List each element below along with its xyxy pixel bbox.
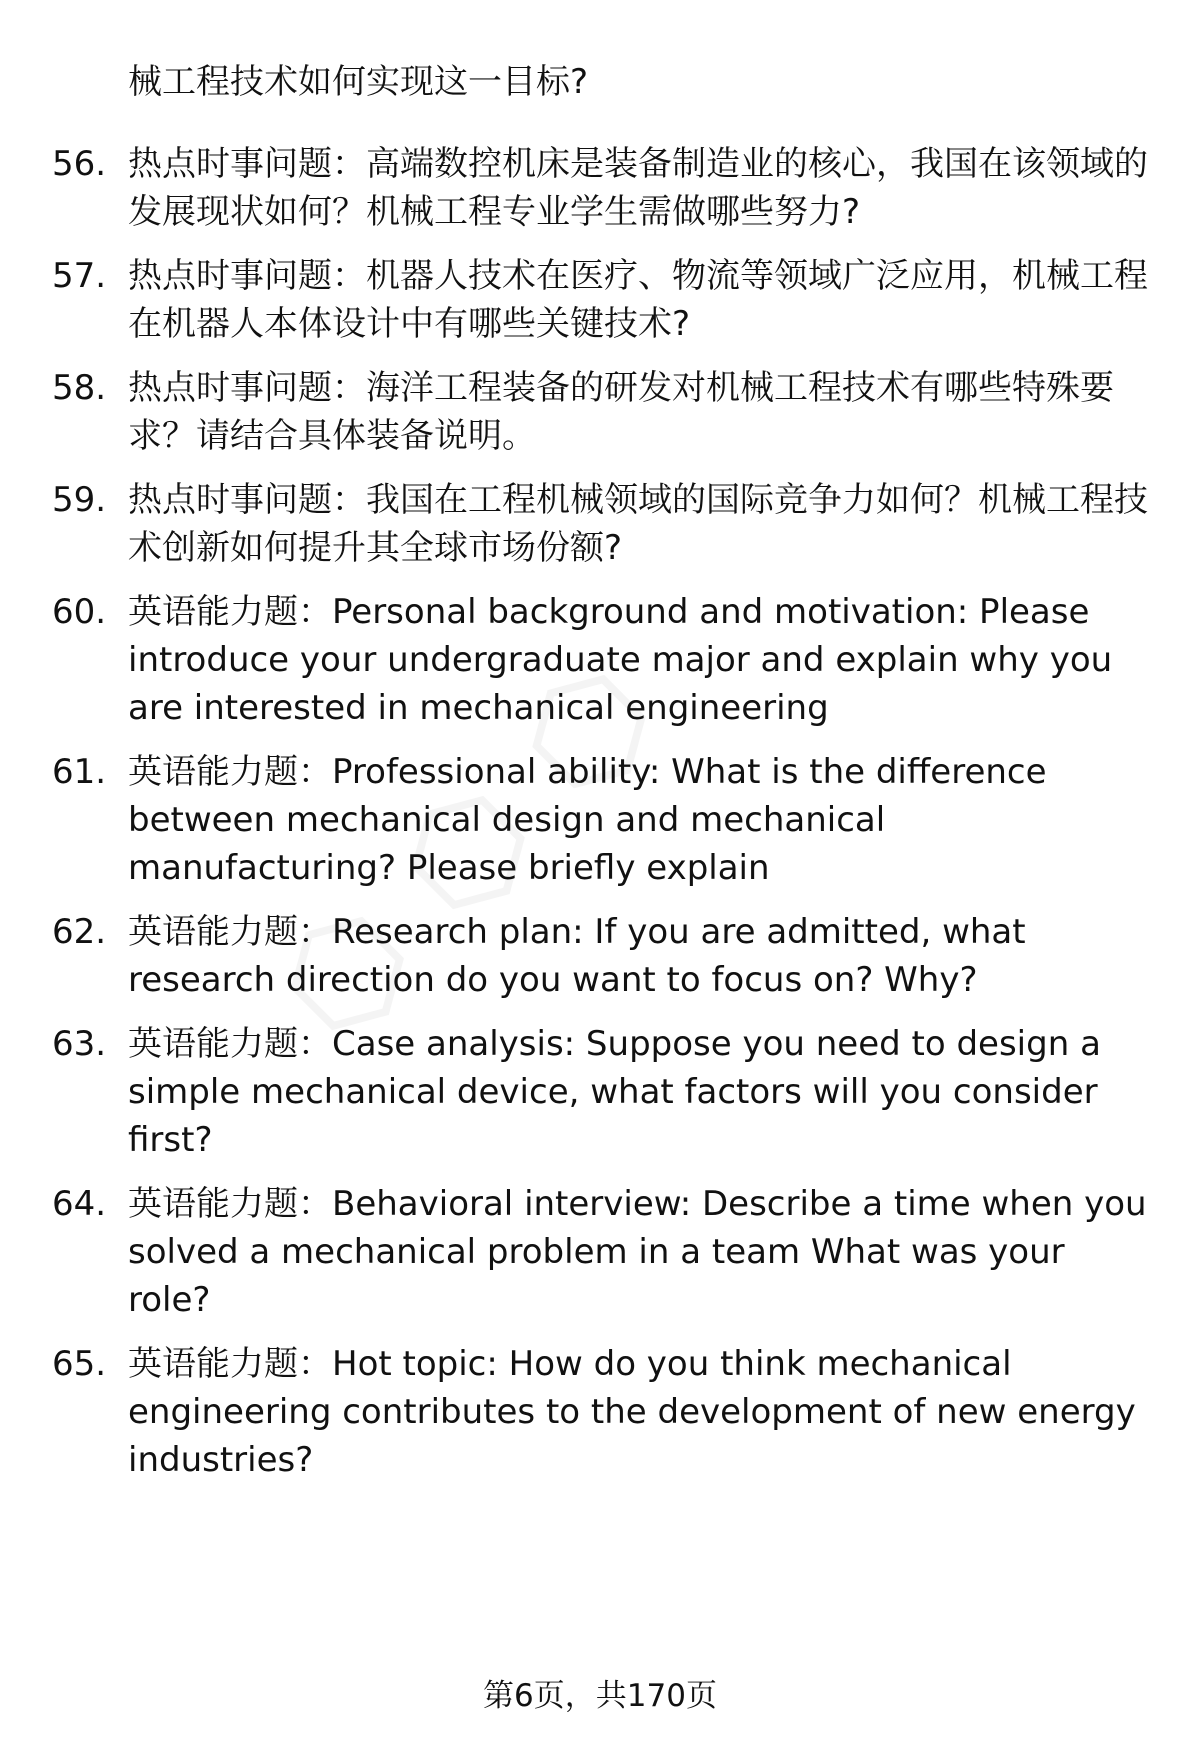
- question-item: [0, 748, 1200, 892]
- question-text: 英语能力题：Hot topic: How do you think mechanical engineering contributes to the development of new energy industries?: [128, 1344, 1136, 1480]
- question-number: 56.: [52, 144, 107, 184]
- question-item: [0, 588, 1200, 732]
- question-number: 59.: [52, 480, 107, 520]
- question-number: 61.: [52, 752, 107, 792]
- question-number: 58.: [52, 368, 107, 408]
- question-item: [0, 476, 1200, 572]
- question-number: 63.: [52, 1024, 107, 1064]
- question-item: [0, 252, 1200, 348]
- question-text: 英语能力题：Behavioral interview: Describe a time when you solved a mechanical problem in a team What was your role?: [128, 1184, 1147, 1320]
- page-footer: 第6页，共170页: [483, 1678, 717, 1714]
- question-text: 英语能力题：Professional ability: What is the difference between mechanical design and mechanical manufacturing? Please briefly explain: [128, 752, 1047, 888]
- question-number: 64.: [52, 1184, 107, 1224]
- question-item: [0, 364, 1200, 460]
- question-text: 热点时事问题：机器人技术在医疗、物流等领域广泛应用，机械工程在机器人本体设计中有哪些关键技术?: [128, 256, 1148, 344]
- question-item: [0, 1340, 1200, 1484]
- question-text: 热点时事问题：我国在工程机械领域的国际竞争力如何？机械工程技术创新如何提升其全球市场份额?: [128, 480, 1148, 568]
- question-item: [0, 1020, 1200, 1164]
- question-number: 57.: [52, 256, 107, 296]
- question-number: 60.: [52, 592, 107, 632]
- question-text: 热点时事问题：海洋工程装备的研发对机械工程技术有哪些特殊要求？请结合具体装备说明。: [128, 368, 1114, 456]
- question-item: [0, 1180, 1200, 1324]
- continuation-text: 械工程技术如何实现这一目标?: [128, 62, 589, 102]
- question-item: [0, 140, 1200, 236]
- question-text: 热点时事问题：高端数控机床是装备制造业的核心，我国在该领域的发展现状如何？机械工程专业学生需做哪些努力?: [128, 144, 1148, 232]
- question-item: [0, 908, 1200, 1004]
- question-number: 65.: [52, 1344, 107, 1384]
- question-list: [0, 140, 1200, 1500]
- question-number: 62.: [52, 912, 107, 952]
- question-text: 英语能力题：Case analysis: Suppose you need to design a simple mechanical device, what factors will you consider first?: [128, 1024, 1101, 1160]
- question-text: 英语能力题：Research plan: If you are admitted, what research direction do you want to focus on? Why?: [128, 912, 1026, 1000]
- question-text: 英语能力题：Personal background and motivation: Please introduce your undergraduate major and explain why you are interested in mechanical engineering: [128, 592, 1113, 728]
